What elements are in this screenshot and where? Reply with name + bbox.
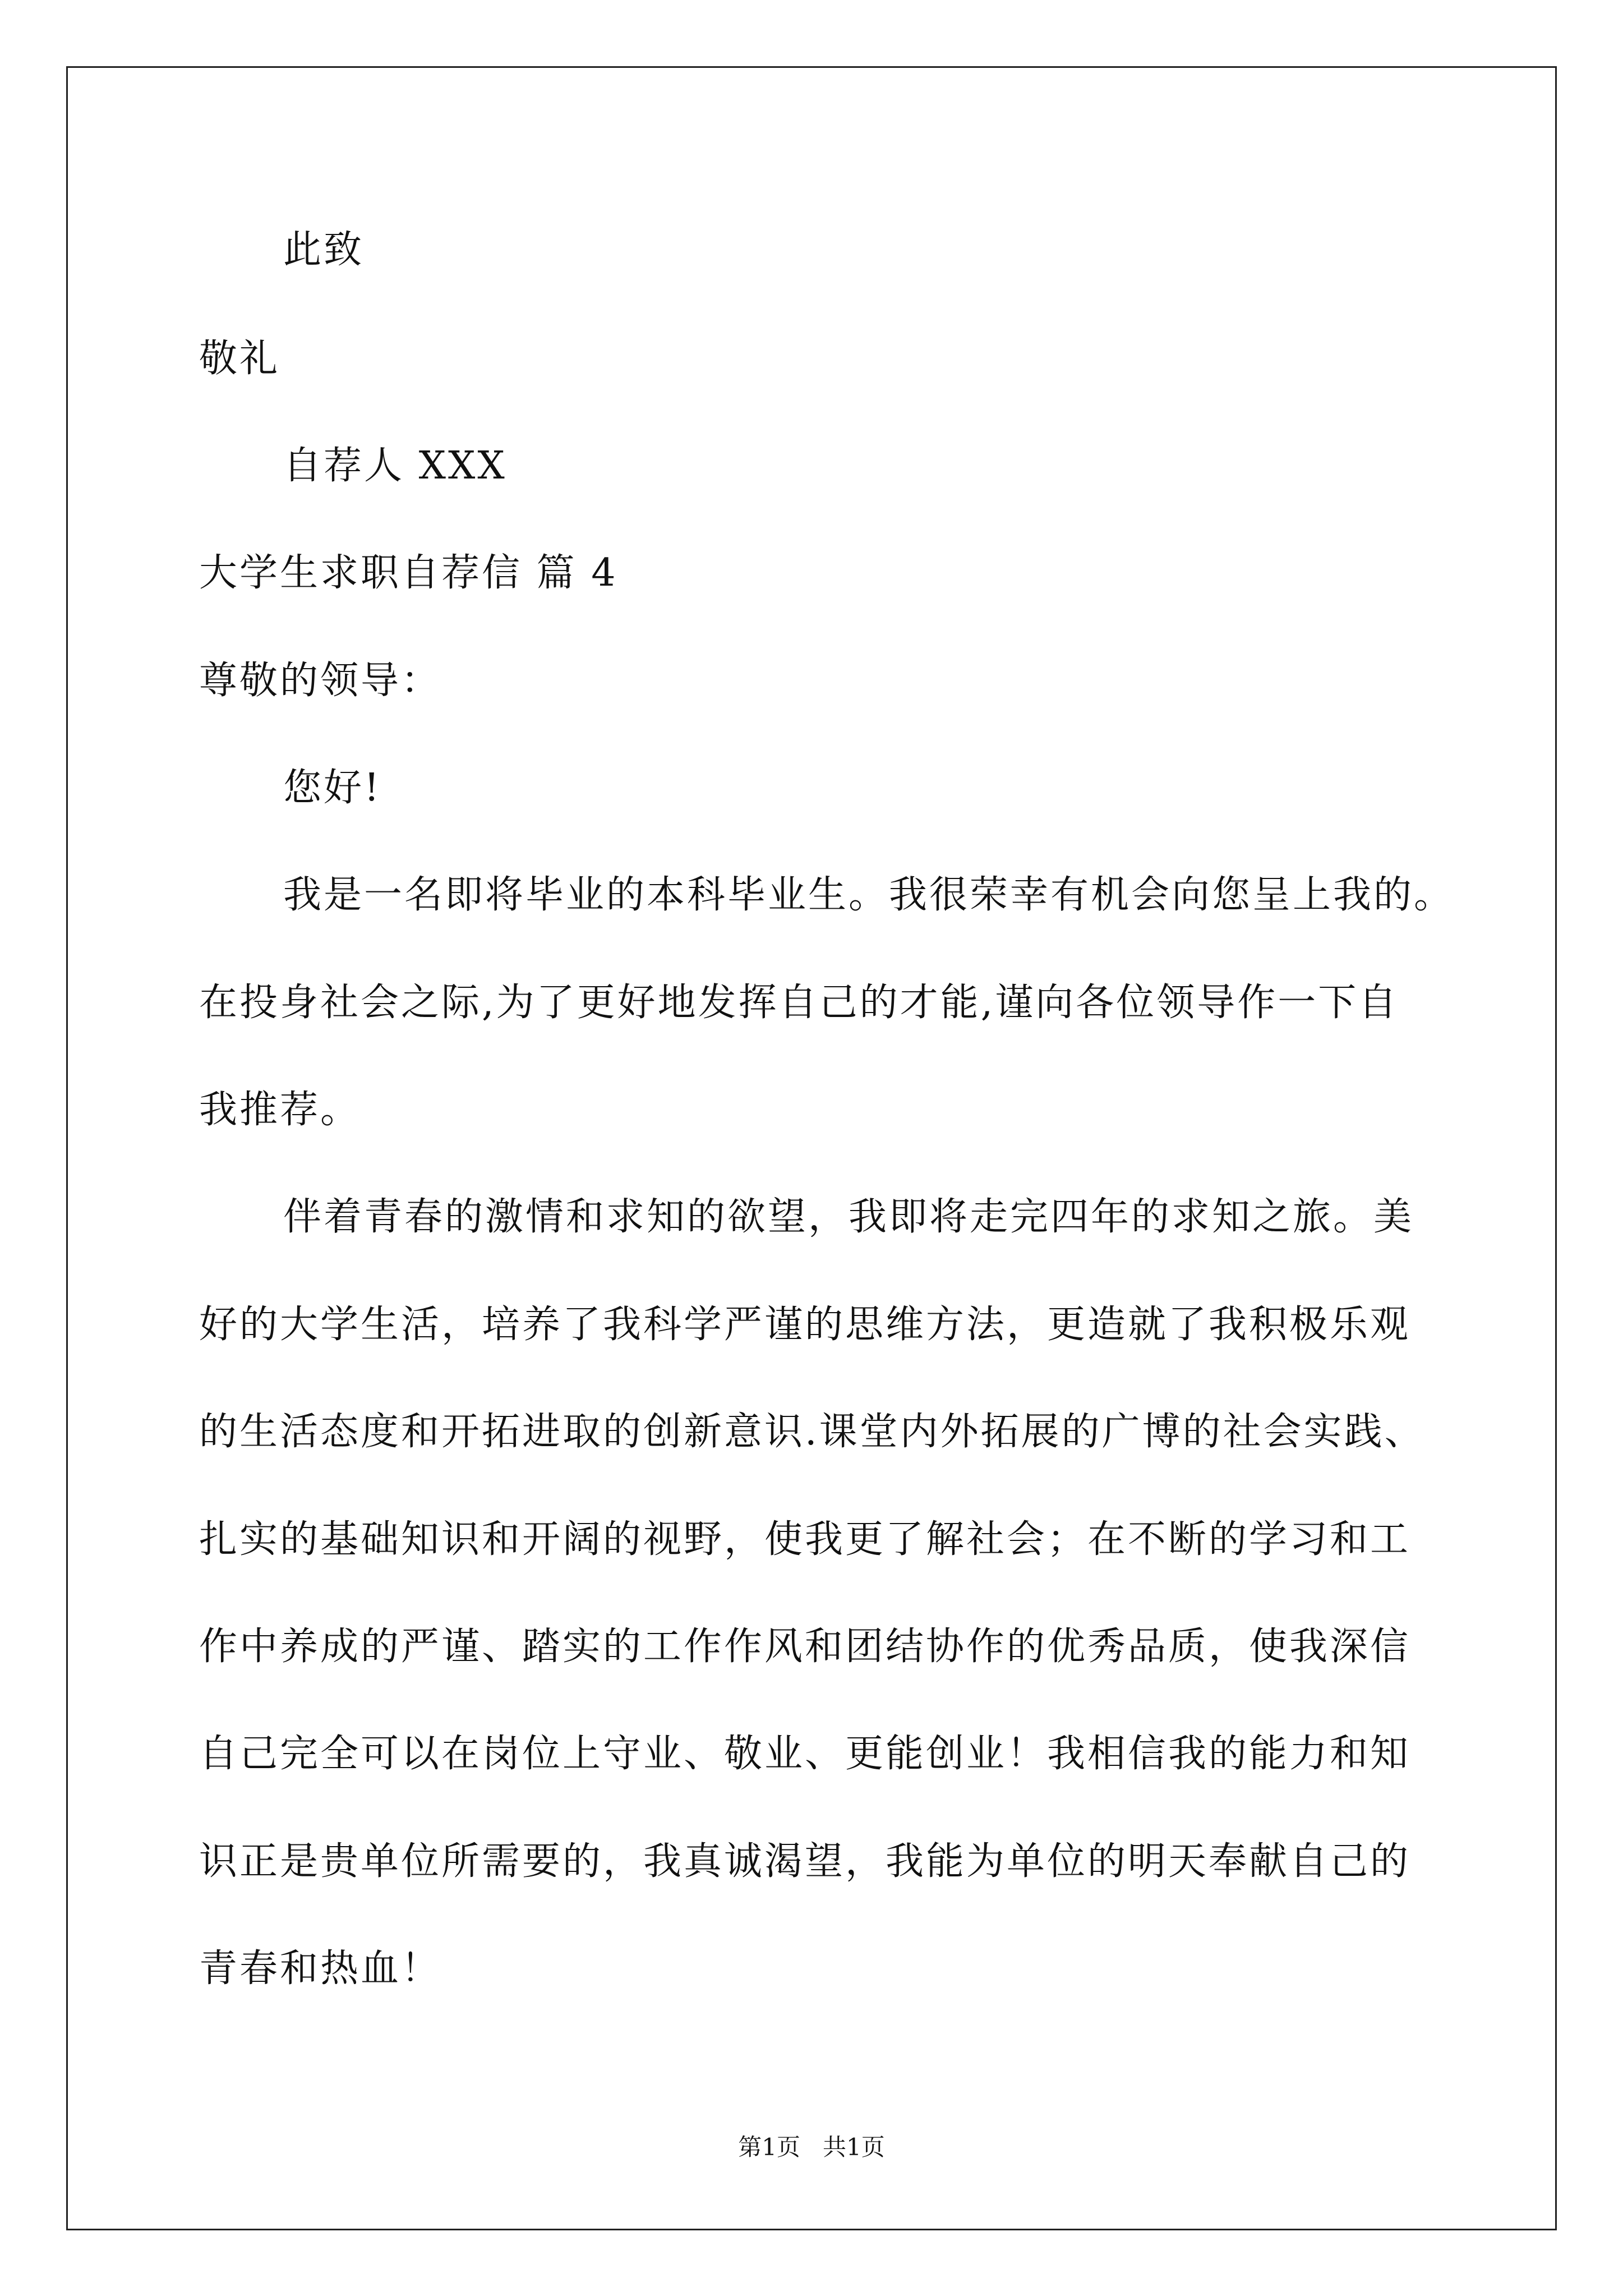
paragraph-2-line-8: 青春和热血！ xyxy=(199,1947,442,1991)
closing-line: 此致 xyxy=(283,228,365,272)
salutation-line: 敬礼 xyxy=(199,337,280,381)
paragraph-1-line-3: 我推荐。 xyxy=(199,1088,361,1132)
page-footer: 第1页 共1页 xyxy=(738,2133,885,2161)
paragraph-2-line-3: 的生活态度和开拓进取的创新意识.课堂内外拓展的广博的社会实践、 xyxy=(199,1410,1425,1454)
paragraph-2-line-5: 作中养成的严谨、踏实的工作作风和团结协作的优秀品质，使我深信 xyxy=(199,1625,1411,1669)
paragraph-2-line-2: 好的大学生活，培养了我科学严谨的思维方法，更造就了我积极乐观 xyxy=(199,1303,1411,1347)
paragraph-2-line-4: 扎实的基础知识和开阔的视野，使我更了解社会；在不断的学习和工 xyxy=(199,1517,1411,1562)
paragraph-2-line-1: 伴着青春的激情和求知的欲望，我即将走完四年的求知之旅。美 xyxy=(283,1195,1414,1239)
signature-line: 自荐人 XXX xyxy=(283,444,507,488)
section-heading: 大学生求职自荐信 篇 4 xyxy=(199,551,618,595)
paragraph-2-line-6: 自己完全可以在岗位上守业、敬业、更能创业！我相信我的能力和知 xyxy=(199,1732,1411,1776)
greeting-line: 您好! xyxy=(283,766,382,810)
greeting-recipient: 尊敬的领导： xyxy=(199,659,442,703)
paragraph-2-line-7: 识正是贵单位所需要的，我真诚渴望，我能为单位的明天奉献自己的 xyxy=(199,1839,1411,1884)
paragraph-1-line-1: 我是一名即将毕业的本科毕业生。我很荣幸有机会向您呈上我的。 xyxy=(283,873,1455,917)
page-border xyxy=(66,66,1557,2230)
paragraph-1-line-2: 在投身社会之际,为了更好地发挥自己的才能,谨向各位领导作一下自 xyxy=(199,981,1399,1025)
